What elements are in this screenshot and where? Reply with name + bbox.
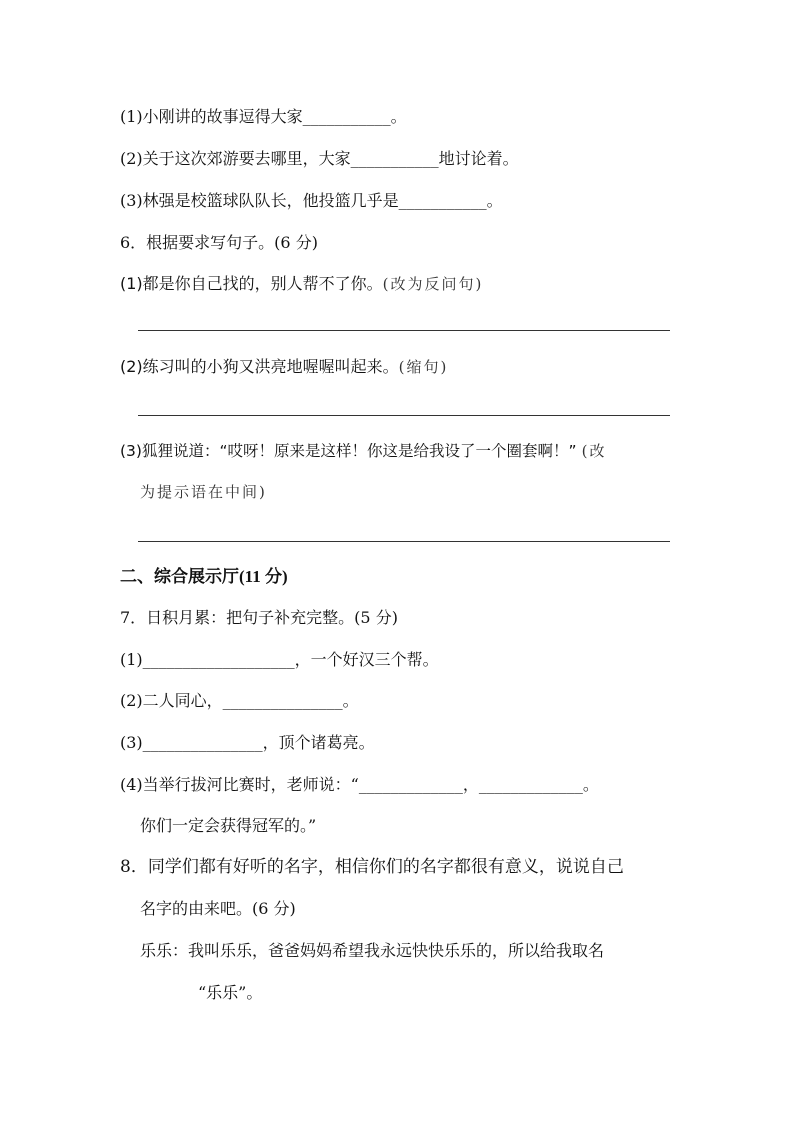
q7-item-3: (3)_______________，顶个诸葛亮。 <box>120 733 375 752</box>
q8-title: 8．同学们都有好听的名字，相信你们的名字都很有意义，说说自己 <box>120 857 624 877</box>
q8-title-cont: 名字的由来吧。(6 分) <box>140 899 296 918</box>
q6-item-1-hint: (改为反问句) <box>382 275 484 293</box>
q6-item-3-hint-cont: 为提示语在中间) <box>140 483 267 501</box>
q6-item-2-text: (2)练习叫的小狗又洪亮地喔喔叫起来。 <box>120 357 399 376</box>
q6-item-2-hint: (缩句) <box>398 358 449 376</box>
q7-item-4-cont: 你们一定会获得冠军的。” <box>140 816 317 835</box>
q5-item-1: (1)小刚讲的故事逗得大家___________。 <box>120 107 407 126</box>
q7-item-4: (4)当举行拔河比赛时，老师说：“_____________，_____________。 <box>120 775 599 794</box>
answer-line-1[interactable] <box>138 330 670 331</box>
q8-example-cont: “乐乐”。 <box>198 983 263 1002</box>
q6-item-1-text: (1)都是你自己找的，别人帮不了你。 <box>120 274 383 293</box>
q6-item-3-hint: (改 <box>581 442 607 460</box>
answer-line-3[interactable] <box>138 541 670 542</box>
q6-item-2 <box>120 356 448 378</box>
q6-item-3-text: (3)狐狸说道：“哎呀！原来是这样！你这是给我设了一个圈套啊！” <box>120 442 577 460</box>
q8-example: 乐乐：我叫乐乐，爸爸妈妈希望我永远快快乐乐的，所以给我取名 <box>140 941 605 960</box>
q6-title: 6．根据要求写句子。(6 分) <box>120 233 318 252</box>
answer-line-2[interactable] <box>138 415 670 416</box>
q7-item-2: (2)二人同心，_______________。 <box>120 691 359 710</box>
q6-item-1 <box>120 273 483 295</box>
q5-item-2: (2)关于这次郊游要去哪里，大家___________地讨论着。 <box>120 149 519 168</box>
q6-item-3 <box>120 440 606 462</box>
q5-item-3: (3)林强是校篮球队队长，他投篮几乎是___________。 <box>120 191 503 210</box>
q7-item-1: (1)___________________，一个好汉三个帮。 <box>120 650 439 669</box>
q7-title: 7．日积月累：把句子补充完整。(5 分) <box>120 608 398 627</box>
section-2-title: 二、综合展示厅(11 分) <box>120 567 288 586</box>
